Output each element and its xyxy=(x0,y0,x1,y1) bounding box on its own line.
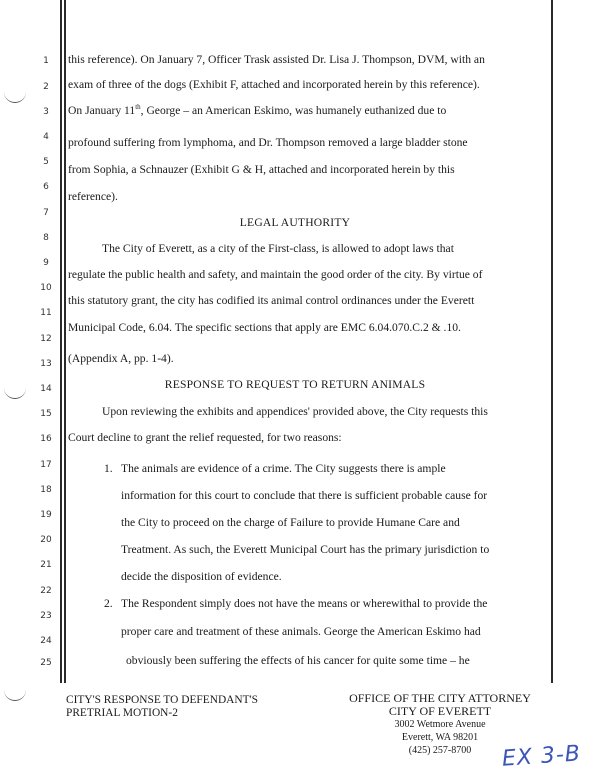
line-number: 3 xyxy=(43,107,49,117)
line-number: 12 xyxy=(40,334,52,344)
body-line xyxy=(68,104,446,118)
line-number: 20 xyxy=(40,535,52,545)
left-margin-rule-outer xyxy=(60,0,62,683)
body-line: profound suffering from lymphoma, and Dr. Thompson removed a large bladder stone xyxy=(68,136,468,149)
line-number: 18 xyxy=(40,485,52,495)
body-line-text: On January 11 xyxy=(68,104,136,117)
ordinal-suffix: th xyxy=(135,103,141,112)
body-line: obviously been suffering the effects of his cancer for quite some time – he xyxy=(126,654,470,667)
body-line: information for this court to conclude that there is sufficient probable cause for xyxy=(121,489,488,502)
line-number: 7 xyxy=(43,208,49,218)
line-number: 8 xyxy=(43,233,49,243)
hole-punch-mark-top xyxy=(4,92,26,103)
footer-city-state: Everett, WA 98201 xyxy=(401,732,479,743)
line-number: 9 xyxy=(43,258,49,268)
line-number: 19 xyxy=(40,510,52,520)
left-margin-rule-inner xyxy=(64,0,66,683)
section-heading-legal-authority: LEGAL AUTHORITY xyxy=(239,216,351,229)
body-line: reference). xyxy=(68,190,118,203)
line-number: 16 xyxy=(40,434,52,444)
line-number: 1 xyxy=(43,56,49,66)
line-number: 13 xyxy=(40,359,52,369)
body-line: exam of three of the dogs (Exhibit F, attached and incorporated herein by this reference). xyxy=(68,78,480,91)
body-line: proper care and treatment of these animals. George the American Eskimo had xyxy=(121,625,481,638)
line-number: 6 xyxy=(43,182,49,192)
line-number: 24 xyxy=(40,636,52,646)
line-number: 25 xyxy=(40,658,52,668)
body-line: this reference). On January 7, Officer Trask assisted Dr. Lisa J. Thompson, DVM, with an xyxy=(68,53,485,66)
footer-document-title xyxy=(66,694,258,720)
body-line: the City to proceed on the charge of Failure to provide Humane Care and xyxy=(121,516,460,529)
footer-title-line: CITY'S RESPONSE TO DEFENDANT'S xyxy=(66,694,258,706)
right-margin-rule xyxy=(551,0,553,683)
footer-phone: (425) 257-8700 xyxy=(408,745,472,756)
hole-punch-mark-bottom xyxy=(4,690,26,701)
footer-city-name: CITY OF EVERETT xyxy=(388,704,492,718)
body-line-text: , George – an American Eskimo, was humanely euthanized due to xyxy=(140,104,447,117)
body-line: decide the disposition of evidence. xyxy=(121,570,282,583)
body-line: this statutory grant, the city has codified its animal control ordinances under the Everett xyxy=(68,294,475,307)
body-line: (Appendix A, pp. 1-4). xyxy=(68,352,174,365)
line-number: 15 xyxy=(40,409,52,419)
exhibit-stamp: EX 3-B xyxy=(501,741,582,772)
line-number: 2 xyxy=(43,82,49,92)
list-item-number: 1. xyxy=(104,462,113,475)
body-line: Treatment. As such, the Everett Municipal Court has the primary jurisdiction to xyxy=(121,543,490,556)
list-item-number: 2. xyxy=(104,597,113,610)
section-heading-response: RESPONSE TO REQUEST TO RETURN ANIMALS xyxy=(164,378,426,391)
line-number: 14 xyxy=(40,384,52,394)
body-line: The City of Everett, as a city of the First-class, is allowed to adopt laws that xyxy=(102,242,454,255)
body-line: from Sophia, a Schnauzer (Exhibit G & H, attached and incorporated herein by this xyxy=(68,163,455,176)
line-number: 22 xyxy=(40,586,52,596)
line-number: 23 xyxy=(40,611,52,621)
body-line: Municipal Code, 6.04. The specific sections that apply are EMC 6.04.070.C.2 & .10. xyxy=(68,321,461,334)
body-line: The animals are evidence of a crime. The City suggests there is ample xyxy=(121,462,446,475)
body-line: Court decline to grant the relief requested, for two reasons: xyxy=(68,431,342,444)
footer-title-line: PRETRIAL MOTION-2 xyxy=(66,707,178,719)
hole-punch-mark-middle xyxy=(4,388,26,399)
line-number: 5 xyxy=(43,157,49,167)
line-number: 21 xyxy=(40,560,52,570)
footer-office-name: OFFICE OF THE CITY ATTORNEY xyxy=(349,691,531,705)
body-line: Upon reviewing the exhibits and appendices' provided above, the City requests this xyxy=(102,405,488,418)
line-number: 17 xyxy=(40,460,52,470)
body-line: The Respondent simply does not have the means or wherewithal to provide the xyxy=(121,597,488,610)
body-line: regulate the public health and safety, and maintain the good order of the city. By virtue of xyxy=(68,268,483,281)
footer-address: 3002 Wetmore Avenue xyxy=(394,719,486,730)
line-number: 11 xyxy=(40,308,52,318)
line-number: 4 xyxy=(43,132,49,142)
line-number: 10 xyxy=(40,283,52,293)
